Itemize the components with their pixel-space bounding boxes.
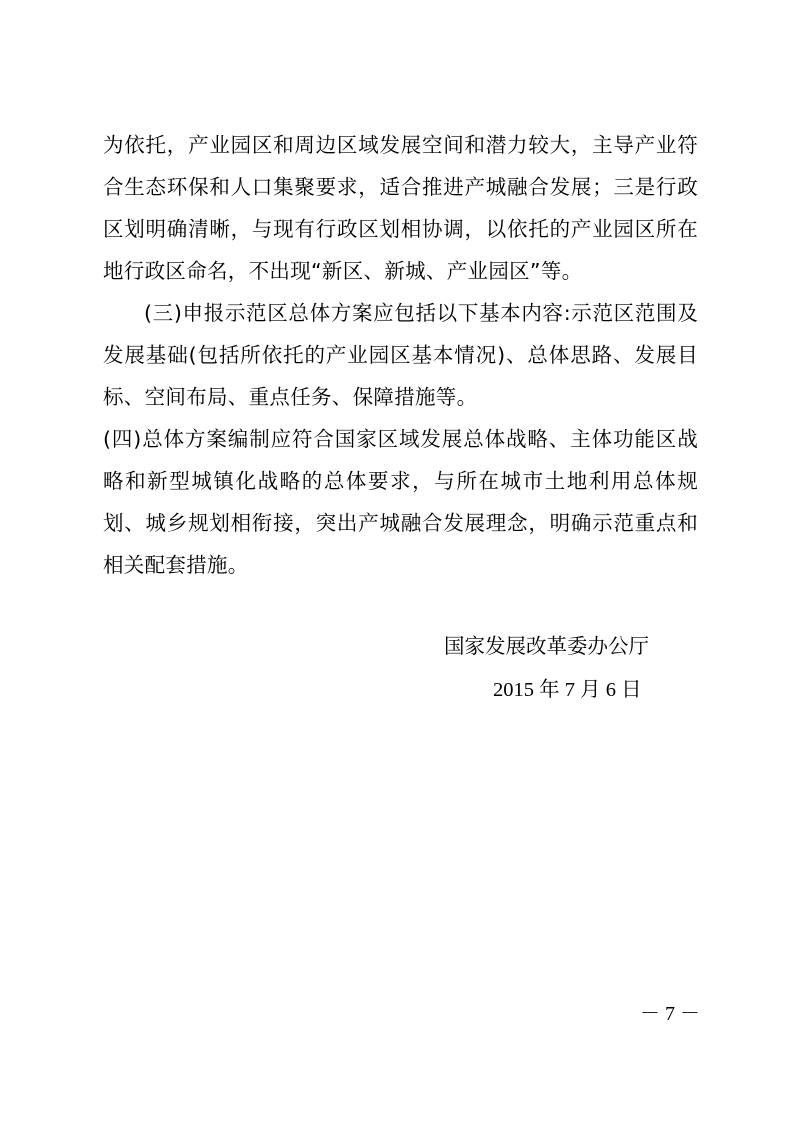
issuing-organization: 国家发展改革委办公厅 — [444, 634, 649, 658]
issue-date: 2015 年 7 月 6 日 — [493, 679, 642, 701]
body-paragraph: 为依托，产业园区和周边区域发展空间和潜力较大，主导产业符合生态环保和人口集聚要求，适合推进产城融合发展；三是行政区划明确清晰，与现有行政区划相协调，以依托的产业园区所在地行政区命名，不出现“新区、新城、产业园区”等。 — [103, 133, 698, 283]
body-paragraph: (三)申报示范区总体方案应包括以下基本内容:示范区范围及发展基础(包括所依托的产业园区基本情况)、总体思路、发展目标、空间布局、重点任务、保障措施等。 — [103, 301, 698, 409]
page-number: － 7 － — [640, 1003, 700, 1025]
body-paragraph: (四)总体方案编制应符合国家区域发展总体战略、主体功能区战略和新型城镇化战略的总体要求，与所在城市土地利用总体规划、城乡规划相衔接，突出产城融合发展理念，明确示范重点和相关配套措施。 — [103, 427, 698, 577]
document-body — [103, 124, 698, 586]
